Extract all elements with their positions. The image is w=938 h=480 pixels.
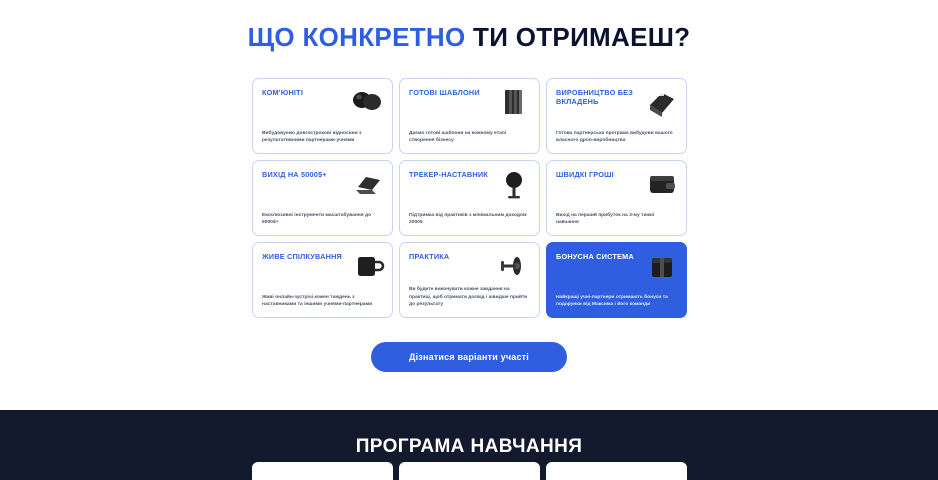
program-card[interactable] (546, 462, 687, 480)
benefit-card-desc: Вибудовуємо довгострокові відносини з результативними партнерами-учнями (262, 130, 362, 144)
benefit-card[interactable] (546, 160, 687, 236)
benefit-card-title: КОМ'ЮНІТІ (262, 88, 304, 97)
benefit-card-desc: Живі онлайн-зустрічі кожен тиждень з наставниками та іншими учнями-партнерами (262, 294, 373, 308)
benefit-card-desc: Підтримка від практиків з мінімальним доходом 2000$ (409, 212, 527, 226)
cta-container (0, 342, 938, 372)
wallet-icon (640, 167, 680, 201)
benefit-card[interactable] (399, 160, 540, 236)
benefit-card-desc: Найкращі учні-партнери отримають бонуси та подарунки від Максима і його команди (556, 294, 668, 308)
benefit-card-desc: Даємо готові шаблони на кожному етапі створення бізнесу (409, 130, 507, 144)
mug-icon (346, 249, 386, 283)
benefit-card-title: ВИХІД НА 5000$+ (262, 170, 327, 179)
benefit-card-desc: Готова партнерська програма вибудови вашого власного дроп-виробництва (556, 130, 673, 144)
cta-button[interactable]: Дізнатися варіанти участі (371, 342, 567, 372)
page-title (0, 22, 938, 53)
program-card[interactable] (252, 462, 393, 480)
benefit-card-title: ВИРОБНИЦТВО БЕЗ ВКЛАДЕНЬ (556, 88, 633, 107)
program-card[interactable] (399, 462, 540, 480)
benefit-card-highlighted[interactable] (546, 242, 687, 318)
benefit-card[interactable] (546, 78, 687, 154)
documents-icon (493, 85, 533, 119)
benefit-card[interactable] (252, 160, 393, 236)
benefit-card[interactable] (252, 242, 393, 318)
benefit-card-title: ШВИДКІ ГРОШІ (556, 170, 614, 179)
benefit-card-title: ПРАКТИКА (409, 252, 450, 261)
gift-box-icon (640, 249, 680, 283)
laptop-icon (346, 167, 386, 201)
fan-icon (493, 249, 533, 283)
microphone-icon (493, 167, 533, 201)
benefit-card[interactable] (399, 78, 540, 154)
program-cards (252, 462, 688, 480)
benefit-card-title: БОНУСНА СИСТЕМА (556, 252, 634, 261)
benefit-card[interactable] (399, 242, 540, 318)
benefit-card-desc: Вихід на перший прибуток на 3-му тижні навчання (556, 212, 655, 226)
benefit-card-desc: Ви будете виконувати кожне завдання на практиці, щоб отримати досвід і швидше прийти до результату (409, 287, 528, 308)
benefit-card[interactable] (252, 78, 393, 154)
benefit-card-title: ТРЕКЕР-НАСТАВНИК (409, 170, 488, 179)
page-title-accent: ЩО КОНКРЕТНО (247, 22, 466, 52)
benefits-grid (252, 78, 688, 318)
earbuds-icon (346, 85, 386, 119)
benefit-card-title: ГОТОВІ ШАБЛОНИ (409, 88, 480, 97)
benefit-card-title: ЖИВЕ СПІЛКУВАННЯ (262, 252, 342, 261)
page-title-rest: ТИ ОТРИМАЕШ? (473, 22, 691, 52)
program-title: ПРОГРАМА НАВЧАННЯ (355, 436, 583, 457)
benefit-card-desc: Ексклюзивні інструменти масштабування до 5000$+ (262, 212, 372, 226)
printer-icon (640, 85, 680, 119)
